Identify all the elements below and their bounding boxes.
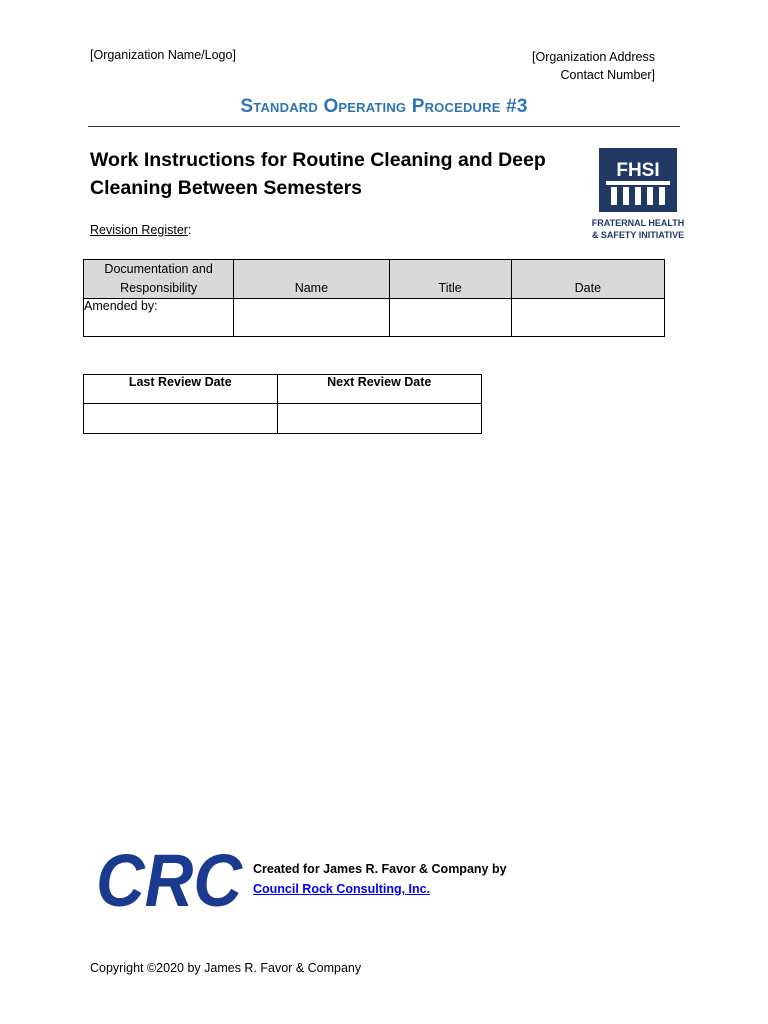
fhsi-logo-line2: & SAFETY INITIATIVE — [591, 230, 685, 240]
last-review-date-cell[interactable] — [84, 404, 278, 434]
amended-date-cell[interactable] — [511, 299, 664, 337]
revision-table-header — [84, 260, 665, 299]
header-date: Date — [511, 260, 664, 299]
credit-block — [253, 859, 507, 899]
org-address-block — [532, 48, 655, 84]
org-name-placeholder: [Organization Name/Logo] — [90, 48, 236, 62]
next-review-date-cell[interactable] — [277, 404, 481, 434]
amended-by-label: Amended by: — [84, 299, 234, 337]
org-address-line: [Organization Address — [532, 50, 655, 64]
table-row — [84, 299, 665, 337]
header-documentation-responsibility: Documentation and Responsibility — [84, 260, 234, 299]
fhsi-logo-graphic — [591, 146, 685, 242]
crc-logo — [95, 839, 244, 922]
council-rock-consulting-link[interactable]: Council Rock Consulting, Inc. — [253, 882, 431, 896]
header-last-review-date: Last Review Date — [84, 375, 278, 404]
amended-name-cell[interactable] — [234, 299, 389, 337]
revision-register-text: Revision Register — [90, 223, 188, 237]
header-title: Title — [389, 260, 511, 299]
revision-table — [83, 259, 665, 337]
crc-logo-graphic — [95, 839, 244, 922]
review-table — [83, 374, 482, 434]
review-table-header — [84, 375, 482, 404]
crc-logo-text: CRC — [96, 839, 244, 922]
fhsi-logo-abbr: FHSI — [616, 160, 660, 181]
revision-register-label — [90, 223, 191, 237]
title-divider — [88, 126, 680, 127]
amended-title-cell[interactable] — [389, 299, 511, 337]
revision-register-colon: : — [187, 223, 192, 237]
document-title: Work Instructions for Routine Cleaning and Deep Cleaning Between Semesters — [90, 149, 546, 199]
fhsi-logo-line1: FRATERNAL HEALTH — [591, 218, 685, 228]
copyright-notice: Copyright ©2020 by James R. Favor & Company — [90, 961, 362, 975]
created-for-text: Created for James R. Favor & Company by — [253, 862, 507, 876]
fhsi-logo — [591, 146, 685, 242]
header-next-review-date: Next Review Date — [277, 375, 481, 404]
table-row — [84, 404, 482, 434]
org-contact-line: Contact Number] — [560, 68, 655, 82]
header-name: Name — [234, 260, 389, 299]
sop-title: Standard Operating Procedure #3 — [240, 96, 528, 117]
